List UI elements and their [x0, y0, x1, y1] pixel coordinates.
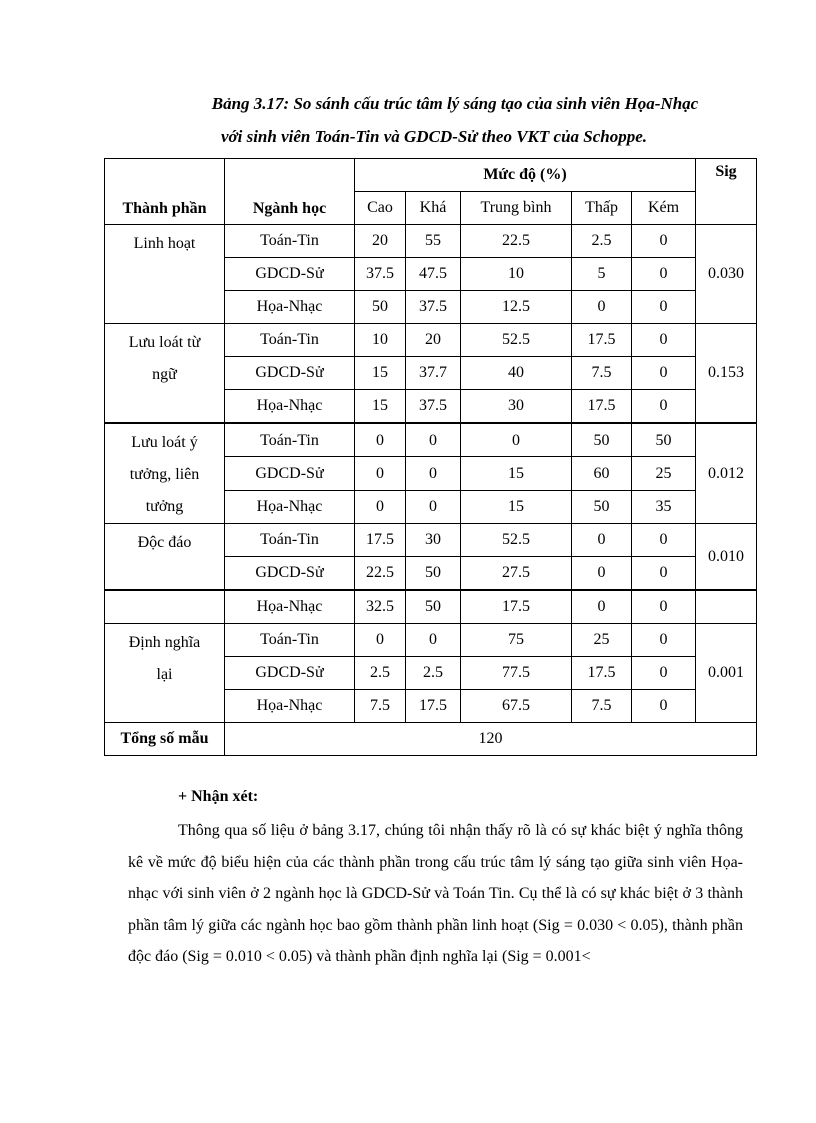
value-cell: 55 — [406, 225, 461, 258]
value-cell: 12.5 — [461, 291, 572, 324]
value-cell: 50 — [355, 291, 406, 324]
value-cell: 0 — [632, 524, 696, 557]
value-cell: 52.5 — [461, 324, 572, 357]
header-level-cao: Cao — [355, 192, 406, 225]
value-cell: 0 — [632, 258, 696, 291]
value-cell: 27.5 — [461, 557, 572, 591]
value-cell: 52.5 — [461, 524, 572, 557]
table-row — [105, 590, 757, 624]
value-cell: 37.5 — [406, 390, 461, 424]
major-cell: Họa-Nhạc — [225, 590, 355, 624]
value-cell: 0 — [632, 324, 696, 357]
table-row — [105, 524, 757, 557]
value-cell: 60 — [572, 457, 632, 490]
major-cell: GDCD-Sử — [225, 657, 355, 690]
value-cell: 0 — [572, 557, 632, 591]
component-label: Lưu loát ý — [131, 434, 198, 451]
value-cell: 5 — [572, 258, 632, 291]
value-cell: 30 — [461, 390, 572, 424]
value-cell: 50 — [406, 590, 461, 624]
component-label: ngữ — [152, 366, 177, 383]
component-cell — [105, 324, 225, 424]
component-label: tưởng, liên — [129, 466, 200, 483]
sig-cell: 0.153 — [696, 324, 757, 424]
value-cell: 30 — [406, 524, 461, 557]
value-cell: 0 — [406, 624, 461, 657]
comment-title: + Nhận xét: — [178, 788, 259, 805]
value-cell: 25 — [632, 457, 696, 490]
total-value: 120 — [225, 723, 757, 756]
header-level-group: Mức độ (%) — [355, 159, 696, 192]
component-label: lại — [156, 666, 173, 683]
value-cell: 0 — [406, 423, 461, 457]
value-cell: 0 — [632, 390, 696, 424]
value-cell: 15 — [355, 390, 406, 424]
value-cell: 10 — [461, 258, 572, 291]
component-label: Độc đáo — [137, 534, 192, 551]
header-row-1 — [105, 159, 757, 192]
header-level-kha: Khá — [406, 192, 461, 225]
value-cell: 17.5 — [461, 590, 572, 624]
value-cell: 2.5 — [572, 225, 632, 258]
major-cell: Họa-Nhạc — [225, 690, 355, 723]
value-cell: 32.5 — [355, 590, 406, 624]
value-cell: 20 — [406, 324, 461, 357]
value-cell: 0 — [632, 291, 696, 324]
total-row — [105, 723, 757, 756]
value-cell: 0 — [406, 457, 461, 490]
value-cell: 47.5 — [406, 258, 461, 291]
component-label: tưởng — [145, 498, 184, 515]
value-cell: 0 — [632, 624, 696, 657]
value-cell: 17.5 — [572, 324, 632, 357]
value-cell: 0 — [632, 557, 696, 591]
value-cell: 0 — [572, 524, 632, 557]
value-cell: 50 — [572, 423, 632, 457]
major-cell: Toán-Tin — [225, 225, 355, 258]
major-cell: Họa-Nhạc — [225, 291, 355, 324]
value-cell: 15 — [461, 490, 572, 523]
value-cell: 50 — [572, 490, 632, 523]
value-cell: 0 — [632, 357, 696, 390]
value-cell: 0 — [572, 291, 632, 324]
value-cell: 17.5 — [572, 657, 632, 690]
value-cell: 0 — [355, 423, 406, 457]
major-cell: GDCD-Sử — [225, 457, 355, 490]
value-cell: 7.5 — [355, 690, 406, 723]
component-cell — [105, 225, 225, 324]
value-cell: 37.5 — [355, 258, 406, 291]
table-caption-line-1: Bảng 3.17: So sánh cấu trúc tâm lý sáng tạo của sinh viên Họa-Nhạc — [211, 94, 699, 113]
value-cell: 10 — [355, 324, 406, 357]
table-caption-line-2: với sinh viên Toán-Tin và GDCD-Sử theo VKT của Schoppe. — [220, 127, 648, 146]
table-row — [105, 324, 757, 357]
sig-cell: 0.001 — [696, 624, 757, 723]
header-component: Thành phần — [105, 159, 225, 225]
comment-paragraph-text: Thông qua số liệu ở bảng 3.17, chúng tôi nhận thấy rõ là có sự khác biệt ý nghĩa thông kê về mức độ biểu hiện của các thành phần trong cấu trúc tâm lý sáng tạo giữa sinh viên Họa-nhạc với sinh viên ở 2 ngành học là GDCD-Sử và Toán Tin. Cụ thể là có sự khác biệt ở 3 thành phần tâm lý giữa các ngành học bao gồm thành phần linh hoạt (Sig = 0.030 < 0.05), thành phần độc đáo (Sig = 0.010 < 0.05) và thành phần định nghĩa lại (Sig = 0.001< — [128, 822, 743, 965]
value-cell: 0 — [632, 657, 696, 690]
value-cell: 0 — [632, 590, 696, 624]
table-row — [105, 423, 757, 457]
component-cell — [105, 524, 225, 591]
header-level-thap: Thấp — [572, 192, 632, 225]
major-cell: Toán-Tin — [225, 624, 355, 657]
value-cell: 7.5 — [572, 357, 632, 390]
value-cell: 22.5 — [461, 225, 572, 258]
component-cell — [105, 423, 225, 524]
value-cell: 0 — [355, 490, 406, 523]
value-cell: 2.5 — [406, 657, 461, 690]
value-cell: 50 — [632, 423, 696, 457]
value-cell: 0 — [355, 457, 406, 490]
value-cell: 2.5 — [355, 657, 406, 690]
component-cell — [105, 624, 225, 723]
component-cell-empty — [105, 590, 225, 624]
sig-cell-empty — [696, 590, 757, 624]
sig-cell: 0.010 — [696, 524, 757, 591]
value-cell: 77.5 — [461, 657, 572, 690]
value-cell: 17.5 — [355, 524, 406, 557]
header-level-kem: Kém — [632, 192, 696, 225]
value-cell: 15 — [461, 457, 572, 490]
table-row — [105, 624, 757, 657]
value-cell: 0 — [632, 690, 696, 723]
major-cell: GDCD-Sử — [225, 357, 355, 390]
value-cell: 0 — [572, 590, 632, 624]
sig-cell: 0.030 — [696, 225, 757, 324]
value-cell: 50 — [406, 557, 461, 591]
value-cell: 7.5 — [572, 690, 632, 723]
value-cell: 15 — [355, 357, 406, 390]
value-cell: 67.5 — [461, 690, 572, 723]
major-cell: Toán-Tin — [225, 423, 355, 457]
value-cell: 0 — [461, 423, 572, 457]
value-cell: 20 — [355, 225, 406, 258]
header-sig: Sig — [696, 159, 757, 225]
major-cell: Họa-Nhạc — [225, 490, 355, 523]
value-cell: 17.5 — [572, 390, 632, 424]
major-cell: Họa-Nhạc — [225, 390, 355, 424]
value-cell: 22.5 — [355, 557, 406, 591]
value-cell: 17.5 — [406, 690, 461, 723]
component-label: Lưu loát từ — [128, 334, 201, 351]
component-label: Linh hoạt — [133, 235, 196, 252]
sig-cell: 0.012 — [696, 423, 757, 524]
value-cell: 0 — [632, 225, 696, 258]
value-cell: 37.7 — [406, 357, 461, 390]
major-cell: GDCD-Sử — [225, 258, 355, 291]
component-label: Định nghĩa — [128, 634, 201, 651]
total-label: Tổng số mẫu — [105, 723, 225, 756]
value-cell: 75 — [461, 624, 572, 657]
value-cell: 0 — [355, 624, 406, 657]
comparison-table — [104, 158, 757, 756]
value-cell: 0 — [406, 490, 461, 523]
major-cell: Toán-Tin — [225, 324, 355, 357]
header-level-trung-binh: Trung bình — [461, 192, 572, 225]
value-cell: 40 — [461, 357, 572, 390]
table-row — [105, 225, 757, 258]
value-cell: 25 — [572, 624, 632, 657]
value-cell: 37.5 — [406, 291, 461, 324]
value-cell: 35 — [632, 490, 696, 523]
major-cell: Toán-Tin — [225, 524, 355, 557]
header-major: Ngành học — [225, 159, 355, 225]
major-cell: GDCD-Sử — [225, 557, 355, 591]
comment-paragraph — [128, 815, 743, 973]
